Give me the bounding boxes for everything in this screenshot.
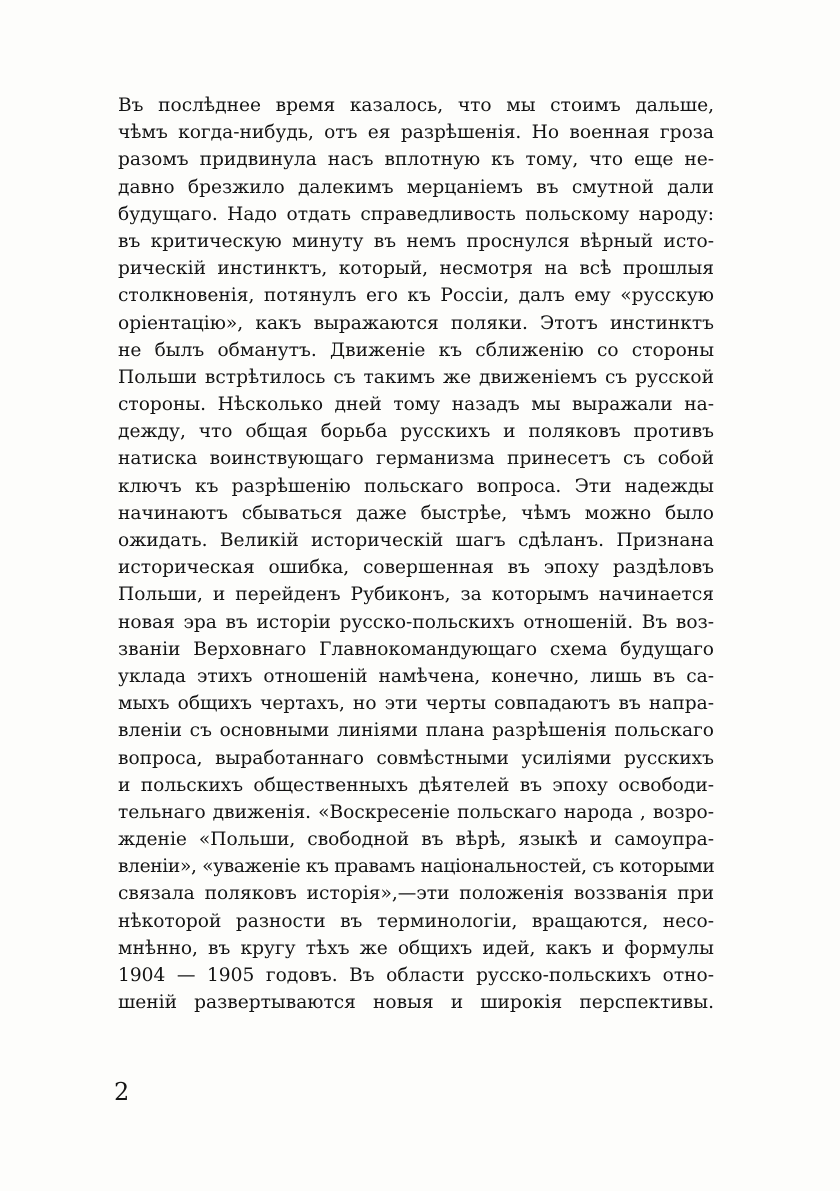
text-line: столкновенія, потянулъ его къ Россіи, далъ ему «русскую — [118, 285, 714, 307]
text-line: дежду, что общая борьба русскихъ и поляковъ противъ — [118, 421, 714, 443]
text-line: ожидать. Великій историческій шагъ сдѣланъ. Признана — [118, 530, 714, 551]
text-line: и польскихъ общественныхъ дѣятелей въ эпоху освободи- — [118, 774, 714, 796]
text-line: давно брезжило далекимъ мерцаніемъ въ смутной дали — [118, 176, 714, 198]
text-line: вленіи», «уваженіе къ правамъ національностей, съ которыми — [118, 856, 715, 878]
text-line: жденіе «Польши, свободной въ вѣрѣ, языкѣ и самоупра- — [118, 829, 714, 851]
text-line: новая эра въ исторіи русско-польскихъ отношеній. Въ воз- — [118, 611, 714, 633]
text-line: Польши встрѣтилось съ такимъ же движеніемъ съ русской — [118, 366, 714, 388]
body-text — [118, 92, 714, 1016]
text-line: оріентацію», какъ выражаются поляки. Этотъ инстинктъ — [118, 312, 714, 334]
text-line: вленіи съ основными линіями плана разрѣшенія польскаго — [118, 720, 714, 742]
text-line: тельнаго движенія. «Воскресеніе польскаго народа , возро- — [118, 801, 714, 823]
text-line: натиска воинствующаго германизма принесетъ съ собой — [118, 448, 714, 470]
text-line: вопроса, выработаннаго совмѣстными усиліями русскихъ — [118, 747, 714, 769]
text-line: Въ послѣднее время казалось, что мы стоимъ дальше, — [118, 95, 714, 116]
text-line: начинаютъ сбываться даже быстрѣе, чѣмъ можно было — [118, 502, 714, 524]
text-line: будущаго. Надо отдать справедливость польскому народу: — [118, 203, 714, 225]
text-line: ключъ къ разрѣшенію польскаго вопроса. Эти надежды — [118, 475, 714, 497]
text-line: уклада этихъ отношеній намѣчена, конечно, лишь въ са- — [118, 665, 714, 687]
text-line: нѣкоторой разности въ терминологіи, вращаются, несо- — [118, 910, 714, 932]
text-line: шеній развертываются новыя и широкія перспективы. — [118, 992, 714, 1014]
text-line: историческая ошибка, совершенная въ эпоху раздѣловъ — [118, 557, 714, 579]
text-line: чѣмъ когда-нибудь, отъ ея разрѣшенія. Но военная гроза — [118, 122, 714, 144]
text-line: мыхъ общихъ чертахъ, но эти черты совпадаютъ въ напра- — [118, 693, 714, 715]
text-line: 1904 — 1905 годовъ. Въ области русско-польскихъ отно- — [118, 965, 714, 986]
text-line: рическій инстинктъ, который, несмотря на всѣ прошлыя — [118, 258, 714, 280]
text-line: стороны. Нѣсколько дней тому назадъ мы выражали на- — [118, 394, 714, 416]
text-line: званіи Верховнаго Главнокомандующаго схема будущаго — [118, 638, 714, 660]
text-line: въ критическую минуту въ немъ проснулся вѣрный исто- — [118, 230, 714, 252]
text-line: не былъ обманутъ. Движеніе къ сближенію со стороны — [118, 339, 714, 361]
text-line: связала поляковъ исторія»,—эти положенія воззванія при — [118, 883, 714, 905]
text-line: Польши, и перейденъ Рубиконъ, за которымъ начинается — [118, 584, 714, 606]
text-line: разомъ придвинула насъ вплотную къ тому, что еще не- — [118, 149, 714, 171]
text-line: мнѣнно, въ кругу тѣхъ же общихъ идей, какъ и формулы — [118, 937, 714, 959]
page-number: 2 — [114, 1078, 130, 1106]
